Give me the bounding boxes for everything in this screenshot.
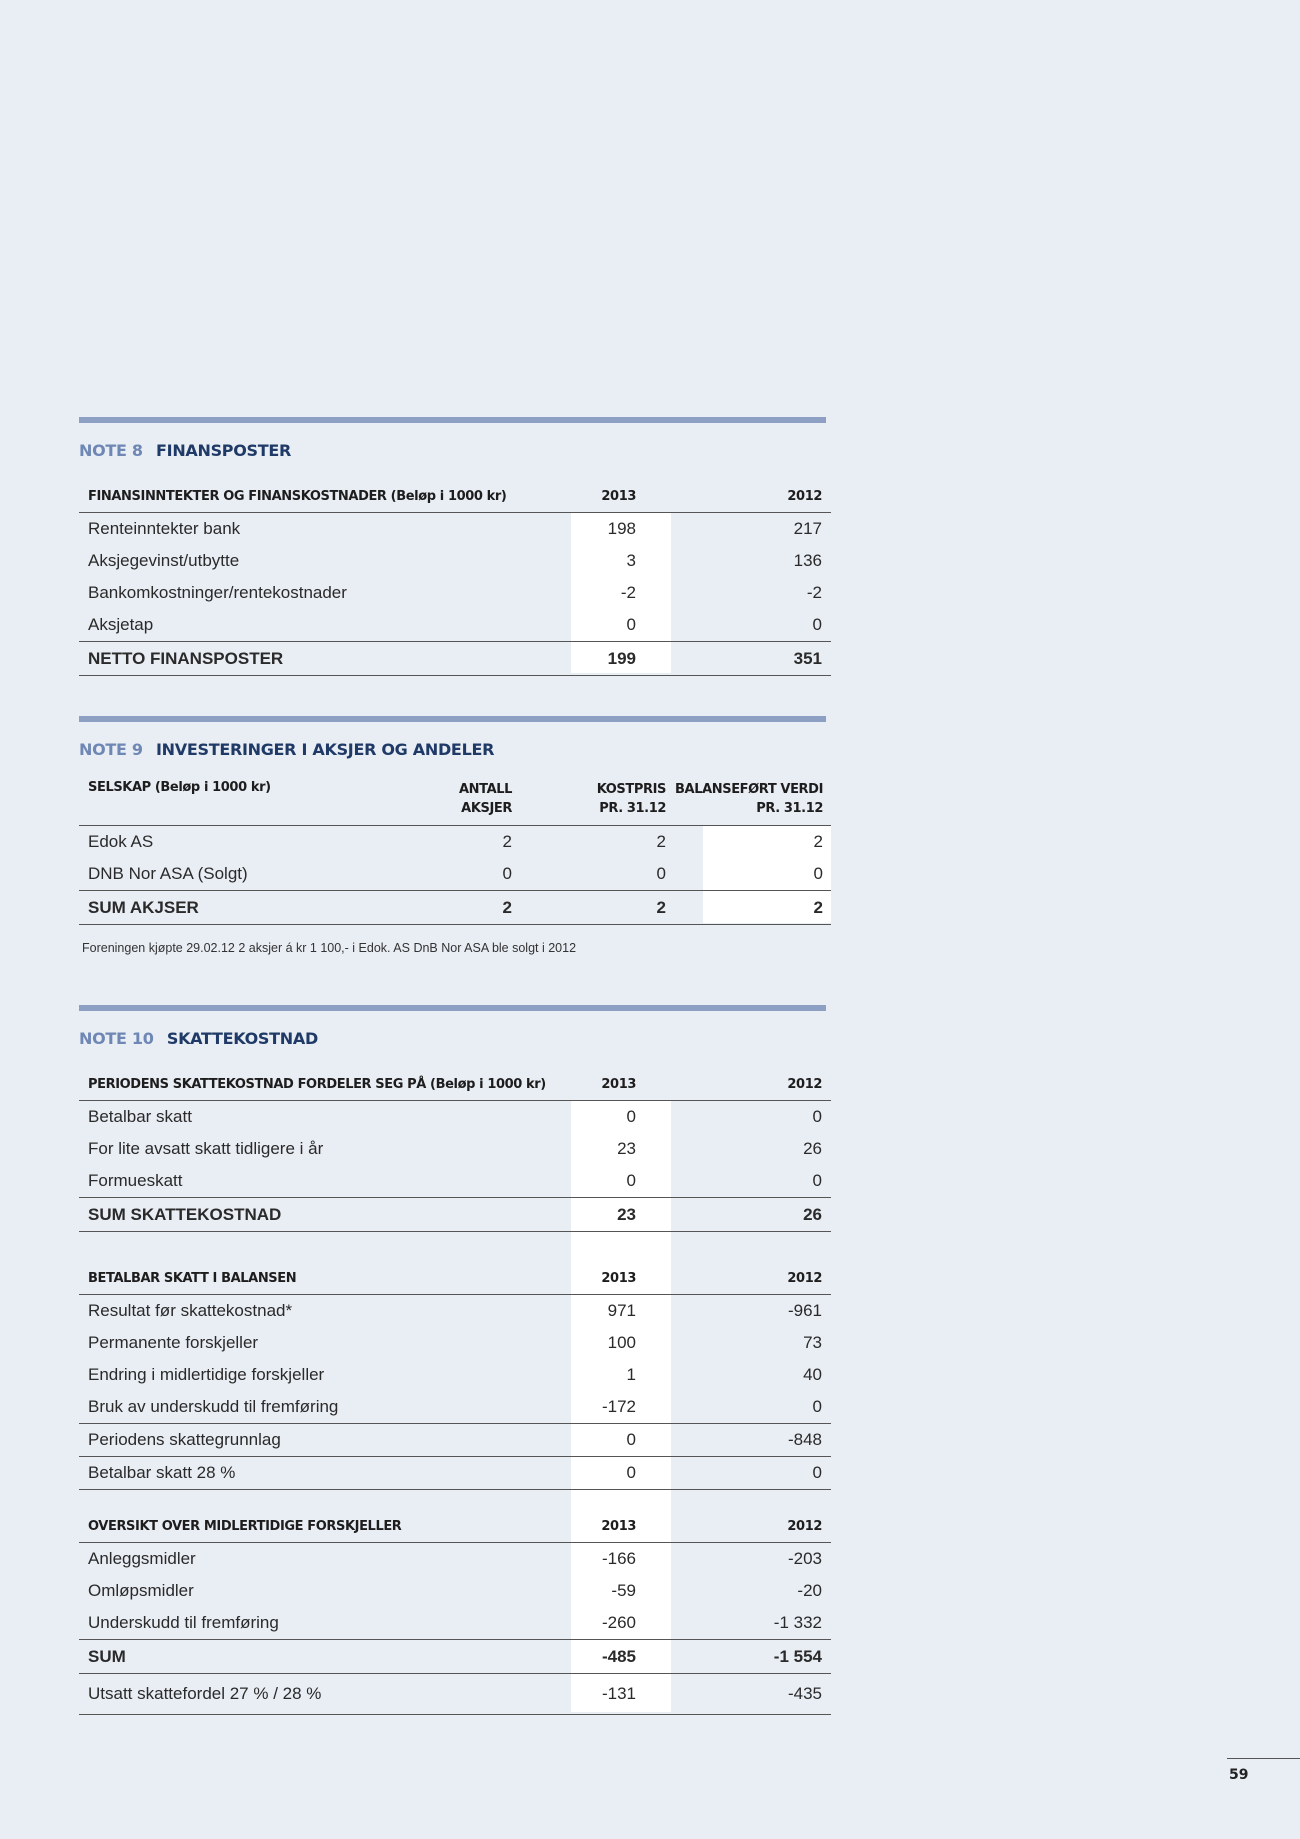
value-2012: 136: [793, 551, 822, 570]
skattekostnad-table: [79, 1068, 831, 1715]
value-2012: -20: [797, 1581, 822, 1600]
value-2013: 0: [626, 1107, 636, 1126]
value-2013: -260: [601, 1613, 636, 1632]
row-label: Formueskatt: [88, 1171, 183, 1190]
note-8-section: [79, 417, 831, 676]
header-2013: 2013: [601, 488, 636, 504]
total-2013: 23: [617, 1204, 636, 1224]
value-2013: 971: [607, 1301, 636, 1320]
table-row: [79, 513, 831, 545]
note-divider-bar: [79, 417, 826, 423]
note-9-section: [79, 716, 831, 955]
value-2012: 40: [803, 1365, 822, 1384]
table-row: [79, 1295, 831, 1327]
value-2013: -166: [601, 1549, 636, 1568]
header-verdi-line1: BALANSEFØRT VERDI: [675, 782, 823, 797]
value-verdi: 2: [813, 832, 823, 851]
row-label: Bankomkostninger/rentekostnader: [88, 583, 347, 602]
header-2013: 2013: [601, 1518, 636, 1534]
table-row: [79, 1543, 831, 1575]
header-kostpris-line2: PR. 31.12: [599, 801, 666, 816]
value-2012: -1 332: [773, 1613, 822, 1632]
table-header: [79, 774, 831, 826]
header-label: SELSKAP (Beløp i 1000 kr): [88, 780, 271, 795]
row-label: Anleggsmidler: [88, 1549, 196, 1568]
total-2013: 199: [607, 648, 636, 668]
finansposter-table: [79, 480, 831, 676]
header-antall: [381, 780, 512, 818]
total-row: [79, 1197, 831, 1232]
note-heading: [79, 1029, 831, 1053]
header-2012: 2012: [787, 1076, 822, 1092]
table-row: [79, 1575, 831, 1607]
total-antall: 2: [502, 897, 512, 917]
value-2013: 23: [617, 1139, 636, 1158]
row-label: Betalbar skatt: [88, 1107, 192, 1126]
note-10-section: [79, 1005, 831, 1715]
value-2013: 1: [626, 1365, 636, 1384]
value-verdi: 0: [813, 864, 823, 883]
note-title: SKATTEKOSTNAD: [166, 1029, 318, 1048]
row-label: DNB Nor ASA (Solgt): [88, 864, 248, 883]
value-2012: -961: [787, 1301, 822, 1320]
table-row: [79, 1607, 831, 1639]
row-label: Periodens skattegrunnlag: [88, 1430, 281, 1449]
total-2013: -485: [601, 1646, 636, 1666]
header-label: FINANSINNTEKTER OG FINANSKOSTNADER (Beløp i 1000 kr): [88, 488, 507, 504]
table-row: [79, 1359, 831, 1391]
value-2013: 0: [626, 1430, 636, 1449]
header-2012: 2012: [787, 1518, 822, 1534]
header-kostpris: [512, 780, 666, 818]
value-kostpris: 2: [656, 832, 666, 851]
value-2012: 0: [812, 615, 822, 634]
total-label: SUM AKJSER: [88, 897, 199, 917]
header-2013: 2013: [601, 1270, 636, 1286]
value-2013: -172: [601, 1397, 636, 1416]
header-label: BETALBAR SKATT I BALANSEN: [88, 1270, 297, 1286]
total-2012: -1 554: [773, 1646, 822, 1666]
header-verdi-line2: PR. 31.12: [756, 801, 823, 816]
value-2012: -2: [806, 583, 822, 602]
header-kostpris-line1: KOSTPRIS: [596, 782, 666, 797]
table-row: [79, 1391, 831, 1424]
table-header: [79, 1068, 831, 1101]
row-label: Bruk av underskudd til fremføring: [88, 1397, 339, 1416]
table-header: [79, 1262, 831, 1295]
total-verdi: 2: [813, 897, 823, 917]
header-label: OVERSIKT OVER MIDLERTIDIGE FORSKJELLER: [88, 1518, 402, 1534]
row-label: For lite avsatt skatt tidligere i år: [88, 1139, 324, 1158]
header-2013: 2013: [601, 1076, 636, 1092]
row-label: Aksjegevinst/utbytte: [88, 551, 240, 570]
note-number: NOTE 10: [79, 1029, 154, 1048]
row-label: Underskudd til fremføring: [88, 1613, 279, 1632]
header-antall-line2: AKSJER: [461, 801, 512, 816]
table-row: [79, 609, 831, 641]
value-2013: -2: [620, 583, 636, 602]
table-row: [79, 1133, 831, 1165]
header-antall-line1: ANTALL: [458, 782, 512, 797]
value-2013: 0: [626, 1171, 636, 1190]
row-label: Permanente forskjeller: [88, 1333, 259, 1352]
total-label: SUM SKATTEKOSTNAD: [88, 1204, 282, 1224]
footnote: Foreningen kjøpte 29.02.12 2 aksjer á kr 1 100,- i Edok. AS DnB Nor ASA ble solgt i 2012: [82, 941, 577, 955]
header-label: PERIODENS SKATTEKOSTNAD FORDELER SEG PÅ (Beløp i 1000 kr): [88, 1076, 546, 1092]
table-header: [79, 480, 831, 513]
value-2012: -435: [787, 1684, 822, 1703]
row-label: Aksjetap: [88, 615, 154, 634]
table-row: [79, 826, 831, 858]
note-number: NOTE 8: [79, 441, 143, 460]
table-row: [79, 858, 831, 890]
value-2012: 0: [812, 1107, 822, 1126]
note-heading: [79, 441, 831, 465]
header-verdi: [666, 780, 823, 818]
row-label: Utsatt skattefordel 27 % / 28 %: [88, 1684, 322, 1703]
total-row: [79, 1639, 831, 1674]
header-2012: 2012: [787, 1270, 822, 1286]
table-row: [79, 545, 831, 577]
row-label: Omløpsmidler: [88, 1581, 194, 1600]
table-row: [79, 1424, 831, 1457]
row-label: Betalbar skatt 28 %: [88, 1463, 236, 1482]
total-row: [79, 641, 831, 676]
value-2013: 198: [607, 519, 636, 538]
row-label: Resultat før skattekostnad*: [88, 1301, 293, 1320]
value-antall: 0: [502, 864, 512, 883]
total-label: SUM: [88, 1646, 126, 1666]
value-2013: -131: [601, 1684, 636, 1703]
note-title: FINANSPOSTER: [156, 441, 292, 460]
total-kostpris: 2: [656, 897, 666, 917]
value-2013: 0: [626, 1463, 636, 1482]
table-row: [79, 1327, 831, 1359]
value-2012: 0: [812, 1171, 822, 1190]
note-divider-bar: [79, 716, 826, 722]
value-2013: 100: [607, 1333, 636, 1352]
aksjer-table: [79, 774, 831, 925]
total-2012: 351: [793, 648, 822, 668]
table-row: [79, 1457, 831, 1490]
note-divider-bar: [79, 1005, 826, 1011]
table-row: [79, 577, 831, 609]
value-2012: 26: [803, 1139, 822, 1158]
page-number: 59: [1227, 1758, 1300, 1783]
table-header: [79, 1510, 831, 1543]
value-2012: 0: [812, 1463, 822, 1482]
header-2012: 2012: [787, 488, 822, 504]
row-label: Renteinntekter bank: [88, 519, 241, 538]
value-2012: 73: [803, 1333, 822, 1352]
total-row: [79, 890, 831, 925]
value-2013: 0: [626, 615, 636, 634]
value-2012: -203: [787, 1549, 822, 1568]
value-kostpris: 0: [656, 864, 666, 883]
value-antall: 2: [502, 832, 512, 851]
value-2013: 3: [626, 551, 636, 570]
note-title: INVESTERINGER I AKSJER OG ANDELER: [156, 740, 495, 759]
deferred-tax-row: [79, 1674, 831, 1715]
note-number: NOTE 9: [79, 740, 143, 759]
note-heading: [79, 740, 831, 764]
value-2012: -848: [787, 1430, 822, 1449]
total-label: NETTO FINANSPOSTER: [88, 648, 284, 668]
row-label: Edok AS: [88, 832, 154, 851]
total-2012: 26: [803, 1204, 822, 1224]
value-2013: -59: [611, 1581, 636, 1600]
table-row: [79, 1165, 831, 1197]
table-row: [79, 1101, 831, 1133]
value-2012: 0: [812, 1397, 822, 1416]
value-2012: 217: [793, 519, 822, 538]
row-label: Endring i midlertidige forskjeller: [88, 1365, 325, 1384]
